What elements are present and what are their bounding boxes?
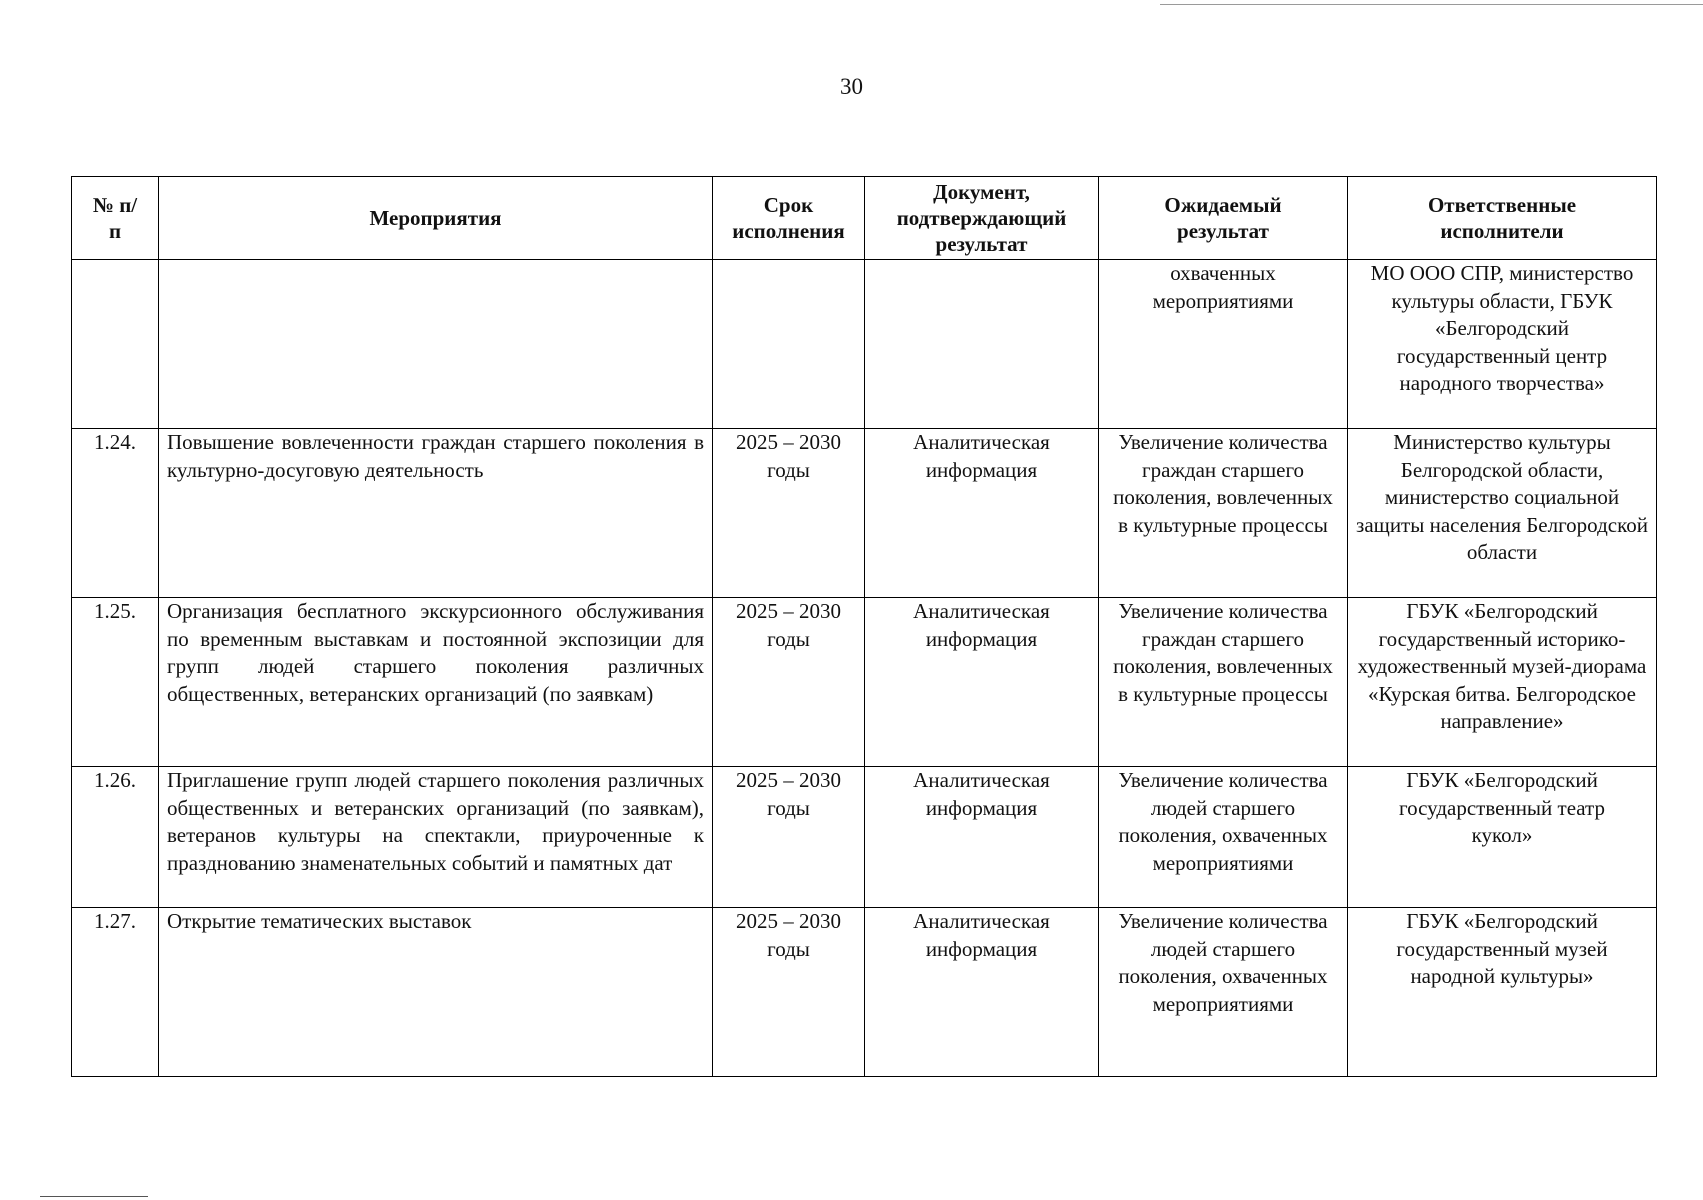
page-number: 30 bbox=[840, 74, 863, 99]
cell-activity: Повышение вовлеченности граждан старшего поколения в культурно-досуговую деятельность bbox=[159, 429, 713, 598]
cell-activity: Открытие тематических выставок bbox=[159, 908, 713, 1077]
header-document: Документ, подтверждающий результат bbox=[865, 177, 1099, 260]
cell-result: охваченных мероприятиями bbox=[1099, 260, 1348, 429]
table-row bbox=[72, 598, 1657, 767]
cell-document: Аналитическая информация bbox=[865, 598, 1099, 767]
header-deadline: Срок исполнения bbox=[713, 177, 865, 260]
cell-deadline: 2025 – 2030 годы bbox=[713, 598, 865, 767]
cell-activity bbox=[159, 260, 713, 429]
cell-result: Увеличение количества граждан старшего поколения, вовлеченных в культурные процессы bbox=[1099, 598, 1348, 767]
cell-responsible: МО ООО СПР, министерство культуры области, ГБУК «Белгородский государственный центр народного творчества» bbox=[1348, 260, 1657, 429]
cell-activity: Организация бесплатного экскурсионного обслуживания по временным выставкам и постоянной экспозиции для групп людей старшего поколения различных общественных, ветеранских организаций (по заявкам) bbox=[159, 598, 713, 767]
header-activity: Мероприятия bbox=[159, 177, 713, 260]
cell-deadline: 2025 – 2030 годы bbox=[713, 767, 865, 908]
top-edge-rule bbox=[1160, 4, 1703, 5]
cell-deadline: 2025 – 2030 годы bbox=[713, 429, 865, 598]
cell-result: Увеличение количества людей старшего поколения, охваченных мероприятиями bbox=[1099, 767, 1348, 908]
cell-document bbox=[865, 260, 1099, 429]
cell-responsible: ГБУК «Белгородский государственный историко-художественный музей-диорама «Курская битва. Белгородское направление» bbox=[1348, 598, 1657, 767]
cell-result: Увеличение количества граждан старшего поколения, вовлеченных в культурные процессы bbox=[1099, 429, 1348, 598]
cell-num bbox=[72, 260, 159, 429]
cell-num: 1.25. bbox=[72, 598, 159, 767]
header-row bbox=[72, 177, 1657, 260]
table-header bbox=[72, 177, 1657, 260]
cell-deadline bbox=[713, 260, 865, 429]
cell-num: 1.24. bbox=[72, 429, 159, 598]
header-responsible: Ответственные исполнители bbox=[1348, 177, 1657, 260]
cell-num: 1.27. bbox=[72, 908, 159, 1077]
table-row bbox=[72, 767, 1657, 908]
cell-responsible: ГБУК «Белгородский государственный музей народной культуры» bbox=[1348, 908, 1657, 1077]
cell-result: Увеличение количества людей старшего поколения, охваченных мероприятиями bbox=[1099, 908, 1348, 1077]
cell-responsible: ГБУК «Белгородский государственный театр кукол» bbox=[1348, 767, 1657, 908]
table-row bbox=[72, 908, 1657, 1077]
cell-deadline: 2025 – 2030 годы bbox=[713, 908, 865, 1077]
cell-responsible: Министерство культуры Белгородской области, министерство социальной защиты населения Белгородской области bbox=[1348, 429, 1657, 598]
table-row bbox=[72, 429, 1657, 598]
table-body bbox=[72, 260, 1657, 1077]
activities-table bbox=[71, 176, 1657, 1077]
cell-document: Аналитическая информация bbox=[865, 908, 1099, 1077]
cell-document: Аналитическая информация bbox=[865, 429, 1099, 598]
cell-num: 1.26. bbox=[72, 767, 159, 908]
header-num: № п/п bbox=[72, 177, 159, 260]
table-row bbox=[72, 260, 1657, 429]
bottom-edge-rule bbox=[40, 1196, 148, 1197]
header-result: Ожидаемый результат bbox=[1099, 177, 1348, 260]
cell-document: Аналитическая информация bbox=[865, 767, 1099, 908]
cell-activity: Приглашение групп людей старшего поколения различных общественных и ветеранских организаций (по заявкам), ветеранов культуры на спектакли, приуроченные к празднованию знаменательных событий и памятных дат bbox=[159, 767, 713, 908]
